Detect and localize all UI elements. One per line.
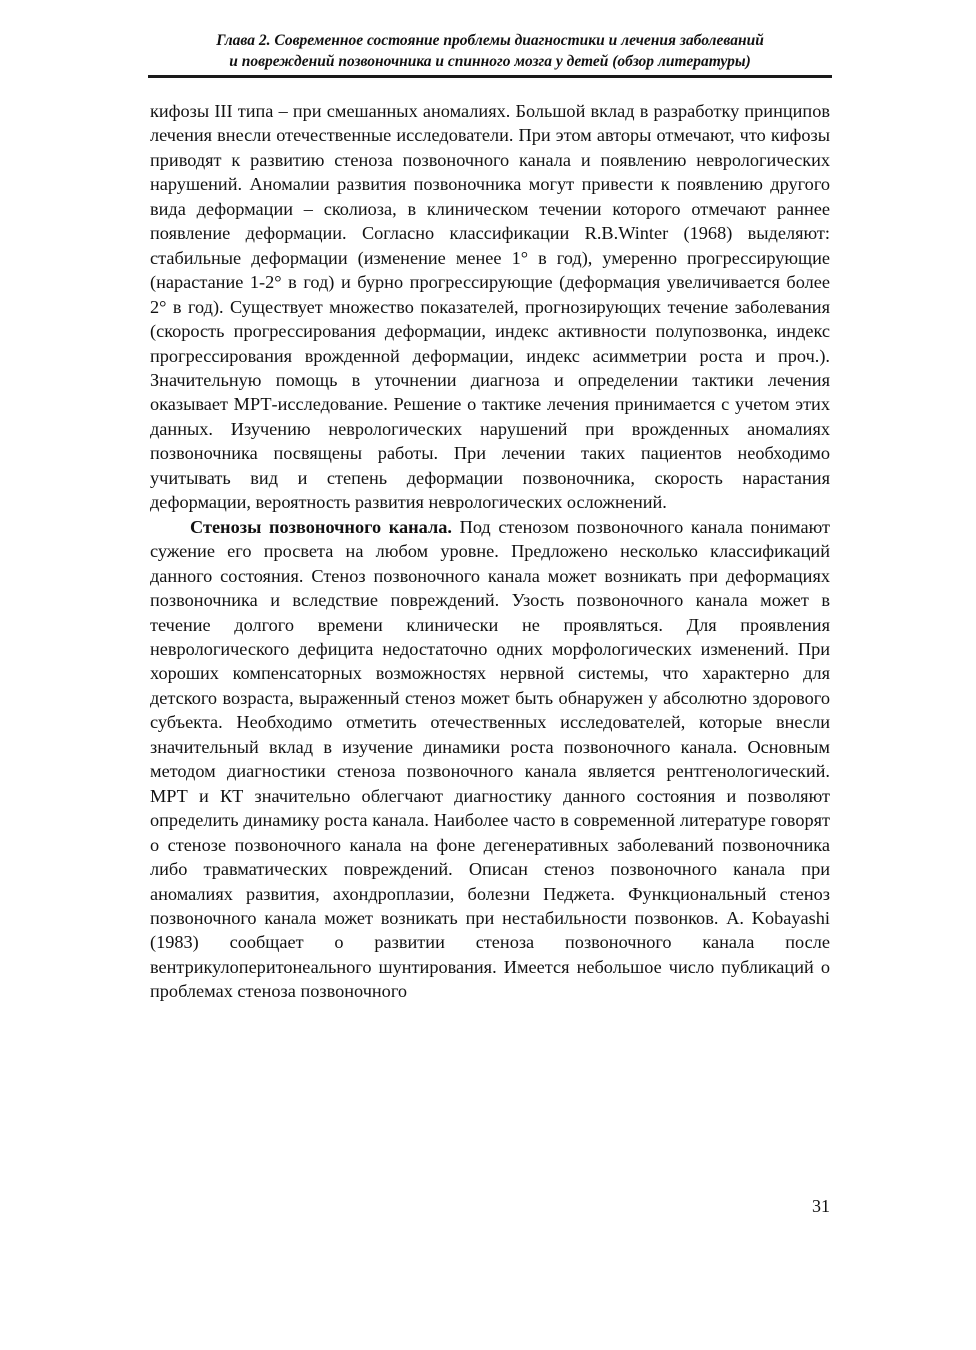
page-number: 31 <box>812 1196 830 1216</box>
paragraph-1 <box>150 99 830 515</box>
running-header-line-1: Глава 2. Современное состояние проблемы диагностики и лечения заболеваний <box>216 32 764 49</box>
running-header-line-2: и повреждений позвоночника и спинного мозга у детей (обзор литературы) <box>229 53 751 70</box>
paragraph-1-text: кифозы III типа – при смешанных аномалиях. Большой вклад в разработку принципов лечения внесли отечественные исследователи. При этом авторы отмечают, что кифозы приводят к развитию стеноза позвоночного канала и появлению неврологических нарушений. Аномалии развития позвоночника могут привести к появлению другого вида деформации – сколиоза, в клиническом течении которого отмечают раннее появление деформации. Согласно классификации R.B.Winter (1968) выделяют: стабильные деформации (изменение менее 1° в год), умеренно прогрессирующие (нарастание 1-2° в год) и бурно прогрессирующие (деформация увеличивается более 2° в год). Существует множество показателей, прогнозирующих течение заболевания (скорость прогрессирования деформации, индекс активности полупозвонка, индекс прогрессирования врожденной деформации, индекс асимметрии роста и проч.). Значительную помощь в уточнении диагноза и определении тактики лечения оказывает МРТ-исследование. Решение о тактике лечения принимается с учетом этих данных. Изучению неврологических нарушений при врожденных аномалиях позвоночника посвящены работы. При лечении таких пациентов необходимо учитывать вид и степень деформации позвоночника, скорость нарастания деформации, вероятность развития неврологических осложнений. <box>150 101 830 513</box>
paragraph-2 <box>150 515 830 1004</box>
running-header <box>150 30 830 72</box>
header-divider <box>148 75 832 78</box>
paragraph-2-text: Под стенозом позвоночного канала понимают сужение его просвета на любом уровне. Предложено несколько классификаций данного состояния. Стеноз позвоночного канала может возникать при деформациях позвоночника и вследствие повреждений. Узость позвоночного канала может в течение долгого времени клинически не проявляться. Для проявления неврологического дефицита недостаточно одних морфологических изменений. При хороших компенсаторных возможностях нервной системы, что характерно для детского возраста, выраженный стеноз может быть обнаружен у абсолютно здорового субъекта. Необходимо отметить отечественных исследователей, которые внесли значительный вклад в изучение динамики роста позвоночного канала. Основным методом диагностики стеноза позвоночного канала является рентгенологический. МРТ и КТ значительно облегчают диагностику данного состояния и позволяют определить динамику роста канала. Наиболее часто в современной литературе говорят о стенозе позвоночного канала на фоне дегенеративных заболеваний позвоночника либо травматических повреждений. Описан стеноз позвоночного канала при аномалиях развития, ахондроплазии, болезни Педжета. Функциональный стеноз позвоночного канала может возникать при нестабильности позвонков. A. Kobayashi (1983) сообщает о развитии стеноза позвоночного канала после вентрикулоперитонеального шунтирования. Имеется небольшое число публикаций о проблемах стеноза позвоночного <box>150 516 830 1002</box>
section-heading-stenosis: Стенозы позвоночного канала. <box>190 516 452 537</box>
page-body <box>150 99 830 1004</box>
